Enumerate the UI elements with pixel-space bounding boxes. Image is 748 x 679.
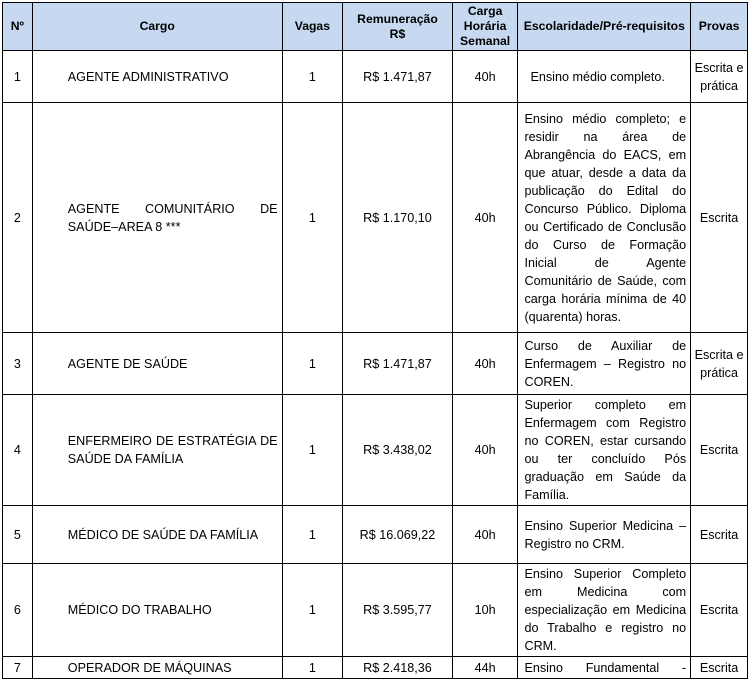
row-remuneracao: R$ 1.471,87: [343, 333, 453, 395]
row-num: 3: [3, 333, 33, 395]
row-provas: Escrita: [691, 103, 748, 333]
row-escolaridade: Curso de Auxiliar de Enfermagem – Registro no COREN.: [518, 333, 691, 395]
row-escolaridade: Ensino médio completo; e residir na área de Abrangência do EACS, em que atuar, desde a data da publicação do Edital do Concurso Público. Diploma ou Certificado de Conclusão do Curso de Formação Inicial de Agente Comunitário de Saúde, com carga horária mínima de 40 (quarenta) horas.: [518, 103, 691, 333]
row-carga: 10h: [452, 564, 518, 657]
row-provas: Escrita: [691, 657, 748, 679]
row-provas: Escrita e prática: [691, 51, 748, 103]
row-carga: 40h: [452, 506, 518, 564]
row-cargo: MÉDICO DE SAÚDE DA FAMÍLIA: [32, 506, 282, 564]
row-escolaridade: Ensino médio completo.: [518, 51, 691, 103]
header-escolaridade: Escolaridade/Pré-requisitos: [518, 3, 691, 51]
row-cargo: AGENTE COMUNITÁRIO DE SAÚDE–AREA 8 ***: [32, 103, 282, 333]
row-cargo: MÉDICO DO TRABALHO: [32, 564, 282, 657]
header-cargo: Cargo: [32, 3, 282, 51]
row-vagas: 1: [282, 395, 343, 506]
row-num: 7: [3, 657, 33, 679]
row-escolaridade: Ensino Fundamental -: [518, 657, 691, 679]
header-vagas: Vagas: [282, 3, 343, 51]
row-remuneracao: R$ 1.170,10: [343, 103, 453, 333]
row-remuneracao: R$ 3.595,77: [343, 564, 453, 657]
row-cargo: AGENTE ADMINISTRATIVO: [32, 51, 282, 103]
row-remuneracao: R$ 1.471,87: [343, 51, 453, 103]
table-row: [3, 333, 748, 395]
row-num: 4: [3, 395, 33, 506]
row-provas: Escrita: [691, 506, 748, 564]
row-provas: Escrita e prática: [691, 333, 748, 395]
table-row: [3, 657, 748, 679]
table-row: [3, 103, 748, 333]
table-row: [3, 506, 748, 564]
table-row: [3, 564, 748, 657]
row-carga: 40h: [452, 103, 518, 333]
row-remuneracao: R$ 16.069,22: [343, 506, 453, 564]
table-row: [3, 51, 748, 103]
header-provas: Provas: [691, 3, 748, 51]
row-num: 6: [3, 564, 33, 657]
header-remuneracao: Remuneração R$: [343, 3, 453, 51]
row-cargo: AGENTE DE SAÚDE: [32, 333, 282, 395]
row-carga: 44h: [452, 657, 518, 679]
row-cargo: OPERADOR DE MÁQUINAS: [32, 657, 282, 679]
row-provas: Escrita: [691, 395, 748, 506]
vacancies-table: [2, 2, 748, 679]
row-num: 1: [3, 51, 33, 103]
table-row: [3, 395, 748, 506]
row-vagas: 1: [282, 333, 343, 395]
row-cargo: ENFERMEIRO DE ESTRATÉGIA DE SAÚDE DA FAMÍLIA: [32, 395, 282, 506]
row-vagas: 1: [282, 657, 343, 679]
header-num: Nº: [3, 3, 33, 51]
row-remuneracao: R$ 3.438,02: [343, 395, 453, 506]
row-escolaridade: Ensino Superior Medicina –Registro no CRM.: [518, 506, 691, 564]
row-vagas: 1: [282, 564, 343, 657]
row-escolaridade: Superior completo em Enfermagem com Registro no COREN, estar cursando ou ter concluído Pós graduação em Saúde da Família.: [518, 395, 691, 506]
row-vagas: 1: [282, 506, 343, 564]
row-num: 2: [3, 103, 33, 333]
row-carga: 40h: [452, 333, 518, 395]
row-carga: 40h: [452, 395, 518, 506]
row-num: 5: [3, 506, 33, 564]
row-provas: Escrita: [691, 564, 748, 657]
row-carga: 40h: [452, 51, 518, 103]
header-row: [3, 3, 748, 51]
row-remuneracao: R$ 2.418,36: [343, 657, 453, 679]
row-escolaridade: Ensino Superior Completo em Medicina com especialização em Medicina do Trabalho e registro no CRM.: [518, 564, 691, 657]
row-vagas: 1: [282, 103, 343, 333]
row-vagas: 1: [282, 51, 343, 103]
header-carga: Carga Horária Semanal: [452, 3, 518, 51]
